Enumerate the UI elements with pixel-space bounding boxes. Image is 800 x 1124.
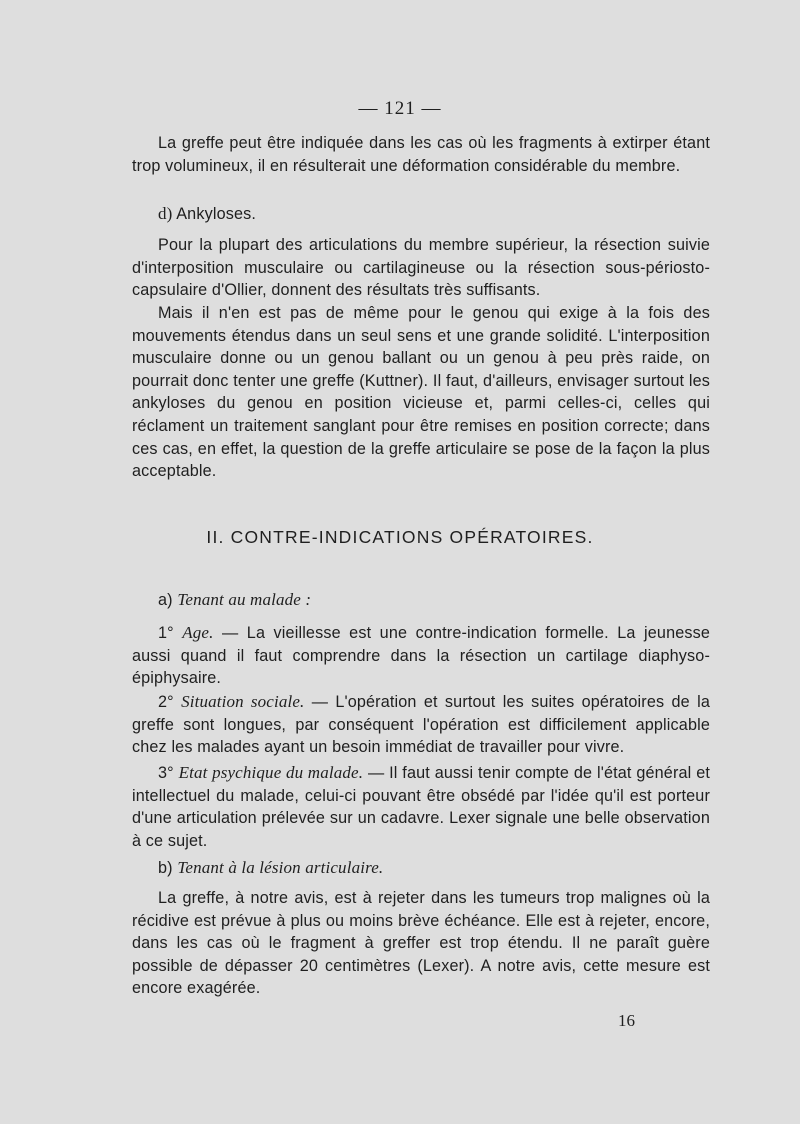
paragraph-tumeurs: La greffe, à notre avis, est à rejeter dans les tumeurs trop malignes où la récidive est prévue à plus ou moins brève échéance. Elle est à rejeter, encore, dans les cas où le fragment à greffer est trop étendu. Il ne paraît guère possible de dépasser 20 centimètres (Lexer). A notre avis, cette mesure est encore exagérée. — [132, 889, 710, 998]
paragraph-genou: Mais il n'en est pas de même pour le genou qui exige à la fois des mouvements étendus dans un seul sens et une grande solidité. L'interposition musculaire donne ou un genou ballant ou un genou à peu près raide, on pourrait donc tenter une greffe (Kuttner). Il faut, d'ailleurs, envisager surtout les ankyloses du genou en position vicieuse et, parmi celles-ci, celles qui réclament un traitement sanglant pour être remises en position correcte; dans ces cas, en effet, la question de la greffe articulaire se pose de la façon la plus acceptable. — [132, 304, 710, 481]
signature-mark: 16 — [618, 1011, 635, 1030]
subsection-label: d) — [158, 204, 173, 223]
subsection-label: a) — [158, 591, 173, 609]
item-title: Situation sociale. — [181, 692, 305, 711]
subsection-tenant-malade — [132, 589, 710, 612]
section-heading: II. CONTRE-INDICATIONS OPÉRATOIRES. — [206, 527, 594, 547]
subsection-title: Ankyloses. — [176, 205, 257, 223]
paragraph-greffe-indication: La greffe peut être indiquée dans les cas où les fragments à extirper étant trop volumineux, il en résulterait une déformation considérable du membre. — [132, 134, 710, 175]
item-number: 2° — [158, 693, 174, 711]
item-title: Age. — [182, 623, 214, 642]
subsection-title: Tenant à la lésion articulaire. — [177, 858, 384, 877]
subsection-ankyloses — [132, 203, 710, 226]
item-situation-sociale — [132, 691, 710, 759]
subsection-tenant-lesion — [132, 857, 710, 880]
item-number: 1° — [158, 624, 174, 642]
item-text: — Il faut aussi tenir compte de l'état général et intellectuel du malade, celui-ci pouvant être obsédé par l'idée qu'il est porteur d'une articulation prélevée sur un cadavre. Lexer signale une belle observation à ce sujet. — [132, 764, 710, 850]
item-text: — La vieillesse est une contre-indication formelle. La jeunesse aussi quand il faut comprendre dans la résection un cartilage diaphyso-épiphysaire. — [132, 624, 711, 688]
item-number: 3° — [158, 764, 174, 782]
subsection-label: b) — [158, 859, 173, 877]
item-age — [132, 622, 710, 690]
item-etat-psychique — [132, 762, 710, 852]
item-title: Etat psychique du malade. — [178, 763, 364, 782]
paragraph-articulations: Pour la plupart des articulations du membre supérieur, la résection suivie d'interposition musculaire ou cartilagineuse ou la résection sous-périosto-capsulaire d'Ollier, donnent des résultats très suffisants. — [132, 236, 710, 300]
page-number: — 121 — — [358, 98, 442, 119]
subsection-title: Tenant au malade : — [177, 590, 312, 609]
item-text: — L'opération et surtout les suites opératoires de la greffe sont longues, par conséquent l'opération est difficilement applicable chez les malades ayant un besoin immédiat de travailler pour vivre. — [132, 693, 710, 757]
